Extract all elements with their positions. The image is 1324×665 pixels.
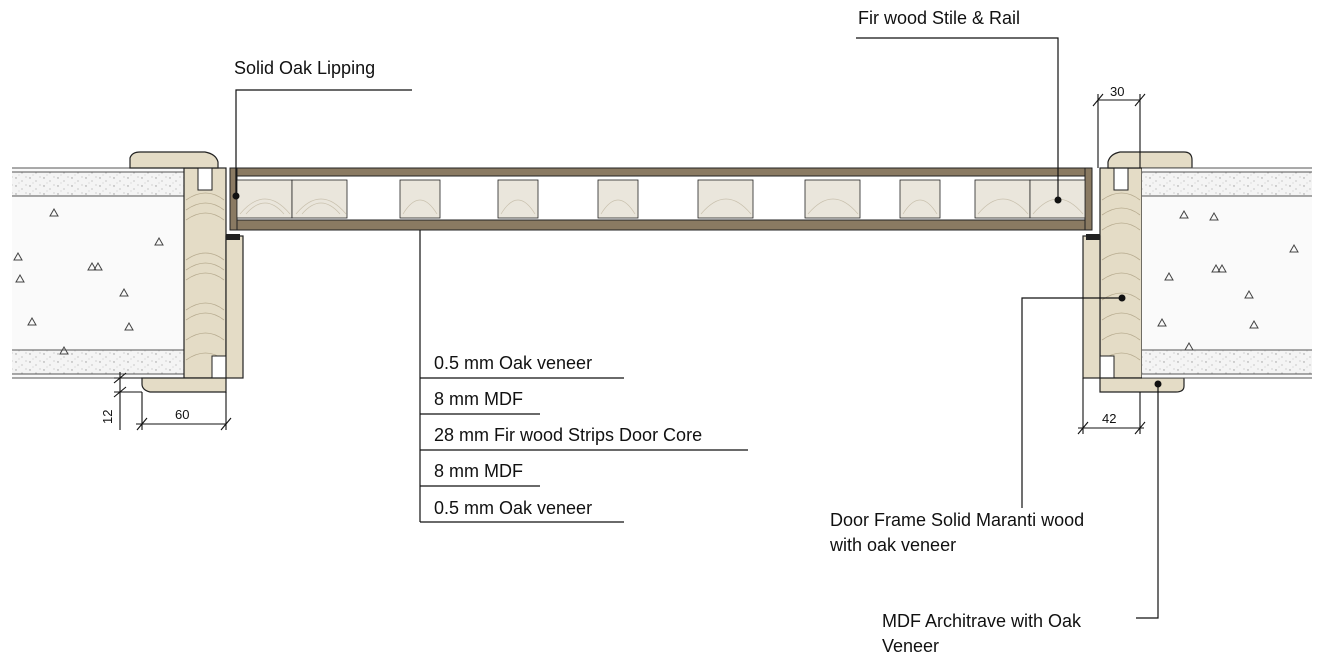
label-layer-4: 8 mm MDF <box>434 461 523 481</box>
dimension-42: 42 <box>1102 411 1117 426</box>
label-layer-2: 8 mm MDF <box>434 389 523 409</box>
dimension-60: 60 <box>175 407 190 422</box>
leader-dot-architrave <box>1155 381 1162 388</box>
left-wall-plaster-bottom <box>12 350 184 374</box>
right-wall <box>1142 168 1312 378</box>
door-veneer-bottom <box>230 220 1092 230</box>
door-core <box>230 176 1092 220</box>
dimension-12: 12 <box>100 409 115 424</box>
label-solid-oak-lipping: Solid Oak Lipping <box>234 58 376 78</box>
leader-dot-fir <box>1055 197 1062 204</box>
leader-dot-lipping <box>233 193 240 200</box>
right-architrave-top <box>1108 152 1192 168</box>
label-layer-1: 0.5 mm Oak veneer <box>434 353 593 373</box>
door-leaf <box>230 168 1092 230</box>
label-layer-3: 28 mm Fir wood Strips Door Core <box>434 425 703 445</box>
door-veneer-top <box>230 168 1092 176</box>
dimension-lines <box>114 94 1145 434</box>
left-wall-plaster-top <box>12 172 184 196</box>
right-architrave-bottom <box>1100 378 1184 392</box>
label-architrave-2: Veneer <box>882 636 940 656</box>
door-lipping-right <box>1085 168 1092 230</box>
dimension-30: 30 <box>1110 84 1125 99</box>
label-architrave-1: MDF Architrave with Oak <box>882 611 1082 631</box>
label-door-frame-2: with oak veneer <box>830 535 957 555</box>
left-architrave-bottom <box>142 378 226 392</box>
leader-lines <box>236 38 1158 618</box>
leader-dot-frame <box>1119 295 1126 302</box>
left-wall <box>12 168 184 378</box>
label-door-frame-1: Door Frame Solid Maranti wood <box>830 510 1085 530</box>
label-fir-stile-rail: Fir wood Stile & Rail <box>858 8 1021 28</box>
label-layer-5: 0.5 mm Oak veneer <box>434 498 593 518</box>
left-architrave-top <box>130 152 218 168</box>
